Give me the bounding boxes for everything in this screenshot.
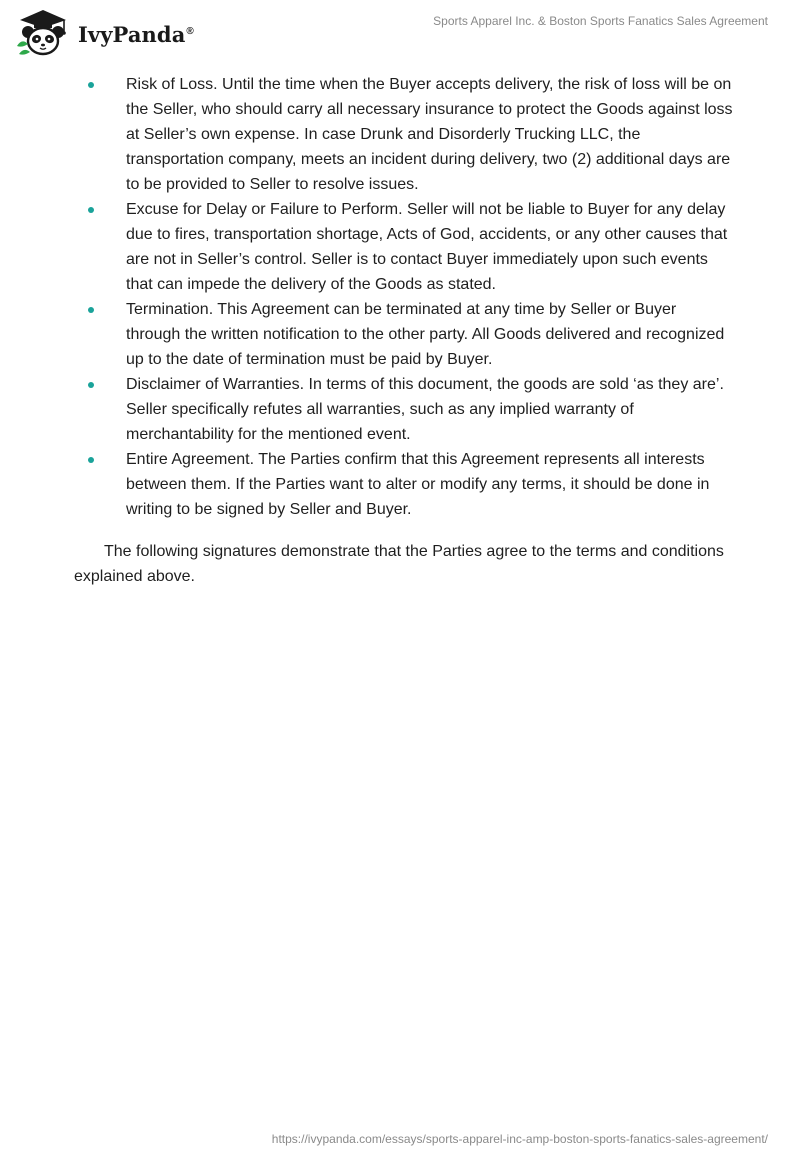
bullet-icon [88, 307, 94, 313]
bullet-icon [88, 82, 94, 88]
closing-paragraph: The following signatures demonstrate that the Parties agree to the terms and conditions explained above. [74, 543, 724, 585]
list-item-text: Risk of Loss. Until the time when the Buyer accepts delivery, the risk of loss will be on the Seller, who should carry all necessary insurance to protect the Goods against loss at Seller’s own expense. In case Drunk and Disorderly Trucking LLC, the transportation company, meets an incident during delivery, two (2) additional days are to be provided to Seller to resolve issues. [126, 76, 733, 193]
list-item-excuse-for-delay [74, 197, 734, 297]
list-item-text: Disclaimer of Warranties. In terms of this document, the goods are sold ‘as they are’. Seller specifically refutes all warranties, such as any implied warranty of merchantability for the mentioned event. [126, 376, 724, 443]
list-item-risk-of-loss [74, 72, 734, 197]
registered-mark: ® [186, 25, 194, 37]
list-item-entire-agreement [74, 447, 734, 522]
bullet-icon [88, 457, 94, 463]
document-body [74, 72, 734, 589]
list-item-text: Entire Agreement. The Parties confirm that this Agreement represents all interests between them. If the Parties want to alter or modify any terms, it should be done in writing to be signed by Seller and Buyer. [126, 451, 710, 518]
bullet-icon [88, 207, 94, 213]
ivypanda-logo[interactable] [14, 8, 194, 58]
list-item-text: Excuse for Delay or Failure to Perform. Seller will not be liable to Buyer for any delay due to fires, transportation shortage, Acts of God, accidents, or any other causes that are not in Seller’s control. Seller is to contact Buyer immediately upon such events that can impede the delivery of the Goods as stated. [126, 201, 728, 293]
source-url-link[interactable]: https://ivypanda.com/essays/sports-apparel-inc-amp-boston-sports-fanatics-sales-agreement/ [271, 1132, 768, 1146]
list-item-text: Termination. This Agreement can be terminated at any time by Seller or Buyer through the written notification to the other party. All Goods delivered and recognized up to the date of termination must be paid by Buyer. [126, 301, 725, 368]
bullet-icon [88, 382, 94, 388]
list-item-disclaimer-of-warranties [74, 372, 734, 447]
panda-graduate-icon [14, 8, 72, 58]
list-item-termination [74, 297, 734, 372]
logo-text: IvyPanda® [78, 21, 194, 47]
terms-list [74, 72, 734, 522]
document-title: Sports Apparel Inc. & Boston Sports Fanatics Sales Agreement [433, 14, 768, 28]
